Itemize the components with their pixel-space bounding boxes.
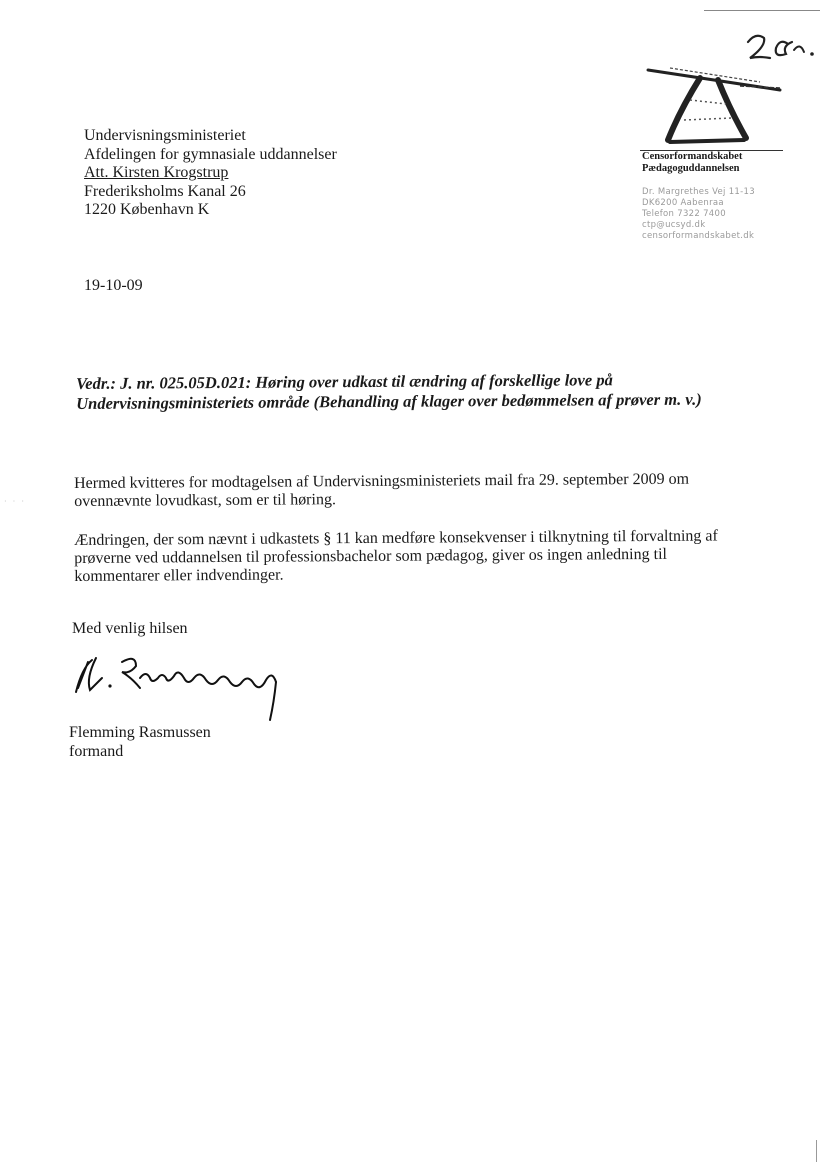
recipient-attention: Att. Kirsten Krogstrup — [84, 164, 229, 181]
org-name: Censorformandskabet — [642, 151, 743, 162]
letter-date: 19-10-09 — [84, 277, 143, 294]
p1-line1: Hermed kvitteres for modtagelsen af Undervisningsministeriets mail fra 29. september 2009 om — [74, 470, 690, 492]
subject-line — [76, 369, 776, 414]
margin-marks: · · · — [4, 497, 26, 506]
signer-name: Flemming Rasmussen — [69, 724, 211, 741]
org-department: Pædagoguddannelsen — [642, 163, 740, 174]
closing-greeting: Med venlig hilsen — [72, 620, 188, 637]
letterhead — [642, 151, 755, 242]
body-paragraph-1 — [74, 470, 774, 511]
signer-title: formand — [69, 743, 124, 760]
organization-logo — [640, 60, 790, 152]
recipient-line1: Undervisningsministeriet — [84, 127, 246, 144]
org-address: Dr. Margrethes Vej 11-13 — [642, 187, 755, 197]
recipient-address — [84, 127, 337, 220]
handwritten-signature — [66, 648, 296, 728]
recipient-line2: Afdelingen for gymnasiale uddannelser — [84, 145, 337, 163]
top-rule — [704, 10, 820, 11]
scan-edge-mark — [816, 1140, 817, 1162]
recipient-street: Frederiksholms Kanal 26 — [84, 182, 246, 200]
org-email: ctp@ucsyd.dk — [642, 220, 706, 230]
org-website: censorformandskabet.dk — [642, 231, 755, 241]
p2-line1: Ændringen, der som nævnt i udkastets § 11 kan medføre konsekvenser i tilknytning til forvaltning af — [74, 527, 718, 549]
recipient-city: 1220 København K — [84, 201, 210, 218]
org-contact — [642, 187, 755, 242]
org-postal: DK6200 Aabenraa — [642, 198, 724, 208]
subject-line1: Vedr.: J. nr. 025.05D.021: Høring over udkast til ændring af forskellige love på — [76, 370, 613, 393]
p2-line2: prøverne ved uddannelsen til professionsbachelor som pædagog, giver os ingen anledning til — [74, 545, 667, 567]
subject-line2: Undervisningsministeriets område (Behandling af klager over bedømmelsen af prøver m. v.) — [76, 389, 702, 413]
p1-line2: ovennævnte lovudkast, som er til høring. — [74, 491, 336, 510]
signer-block — [69, 723, 211, 761]
org-phone: Telefon 7322 7400 — [642, 209, 726, 219]
body-paragraph-2 — [74, 527, 774, 586]
p2-line3: kommentarer eller indvendinger. — [74, 566, 284, 585]
